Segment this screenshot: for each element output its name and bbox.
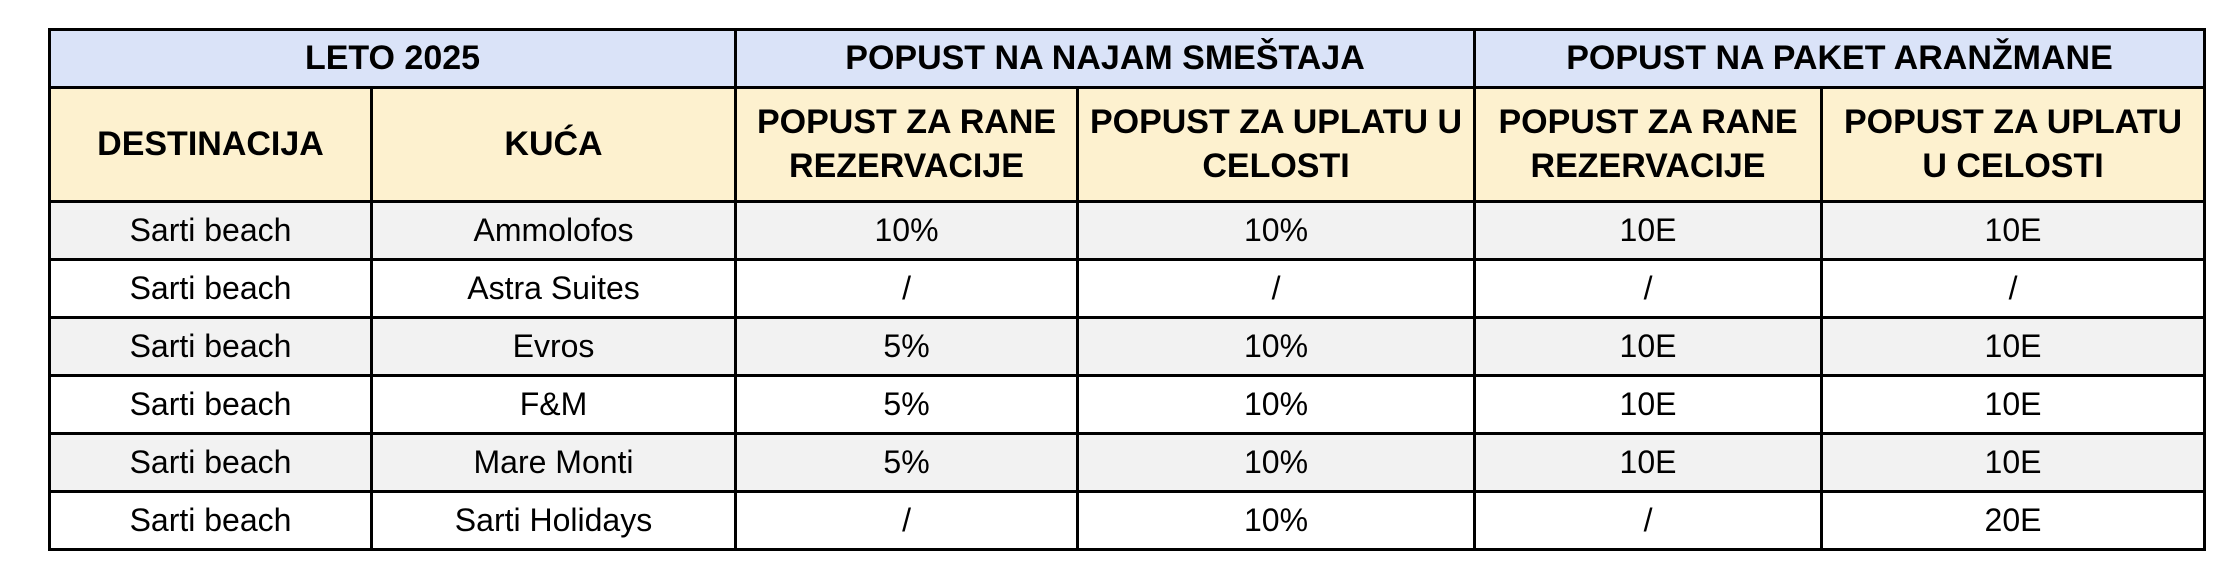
cell-accommodation-early-booking: 5% [736, 434, 1078, 492]
table-row [50, 434, 2205, 492]
cell-package-early-booking: / [1475, 260, 1822, 318]
cell-package-early-booking: 10E [1475, 202, 1822, 260]
column-header-accommodation-full-payment: POPUST ZA UPLATU U CELOSTI [1078, 88, 1475, 202]
cell-package-early-booking: 10E [1475, 318, 1822, 376]
cell-accommodation-full-payment: 10% [1078, 434, 1475, 492]
table-row [50, 202, 2205, 260]
cell-package-full-payment: 10E [1822, 376, 2205, 434]
column-header-destination: DESTINACIJA [50, 88, 372, 202]
cell-package-early-booking: / [1475, 492, 1822, 550]
cell-accommodation-full-payment: 10% [1078, 318, 1475, 376]
cell-package-early-booking: 10E [1475, 376, 1822, 434]
table-row [50, 376, 2205, 434]
discount-table [48, 28, 2206, 551]
cell-package-full-payment: 10E [1822, 318, 2205, 376]
group-header-row [50, 30, 2205, 88]
cell-accommodation-early-booking: 5% [736, 318, 1078, 376]
cell-destination: Sarti beach [50, 260, 372, 318]
table-row [50, 492, 2205, 550]
cell-house: Mare Monti [372, 434, 736, 492]
cell-destination: Sarti beach [50, 376, 372, 434]
column-header-house: KUĆA [372, 88, 736, 202]
cell-package-full-payment: 20E [1822, 492, 2205, 550]
cell-accommodation-full-payment: 10% [1078, 202, 1475, 260]
column-header-package-full-payment: POPUST ZA UPLATU U CELOSTI [1822, 88, 2205, 202]
cell-accommodation-early-booking: 5% [736, 376, 1078, 434]
cell-accommodation-full-payment: / [1078, 260, 1475, 318]
group-header-package-discount: POPUST NA PAKET ARANŽMANE [1475, 30, 2205, 88]
column-header-accommodation-early-booking: POPUST ZA RANE REZERVACIJE [736, 88, 1078, 202]
cell-package-full-payment: / [1822, 260, 2205, 318]
table-row [50, 318, 2205, 376]
cell-destination: Sarti beach [50, 202, 372, 260]
cell-destination: Sarti beach [50, 492, 372, 550]
cell-house: Ammolofos [372, 202, 736, 260]
cell-accommodation-early-booking: / [736, 260, 1078, 318]
column-header-row [50, 88, 2205, 202]
cell-package-full-payment: 10E [1822, 434, 2205, 492]
cell-accommodation-full-payment: 10% [1078, 376, 1475, 434]
group-header-accommodation-discount: POPUST NA NAJAM SMEŠTAJA [736, 30, 1475, 88]
cell-destination: Sarti beach [50, 318, 372, 376]
cell-accommodation-early-booking: 10% [736, 202, 1078, 260]
cell-house: F&M [372, 376, 736, 434]
column-header-package-early-booking: POPUST ZA RANE REZERVACIJE [1475, 88, 1822, 202]
cell-house: Evros [372, 318, 736, 376]
group-header-season: LETO 2025 [50, 30, 736, 88]
cell-accommodation-full-payment: 10% [1078, 492, 1475, 550]
cell-destination: Sarti beach [50, 434, 372, 492]
cell-package-full-payment: 10E [1822, 202, 2205, 260]
cell-house: Sarti Holidays [372, 492, 736, 550]
cell-package-early-booking: 10E [1475, 434, 1822, 492]
cell-accommodation-early-booking: / [736, 492, 1078, 550]
cell-house: Astra Suites [372, 260, 736, 318]
table-row [50, 260, 2205, 318]
